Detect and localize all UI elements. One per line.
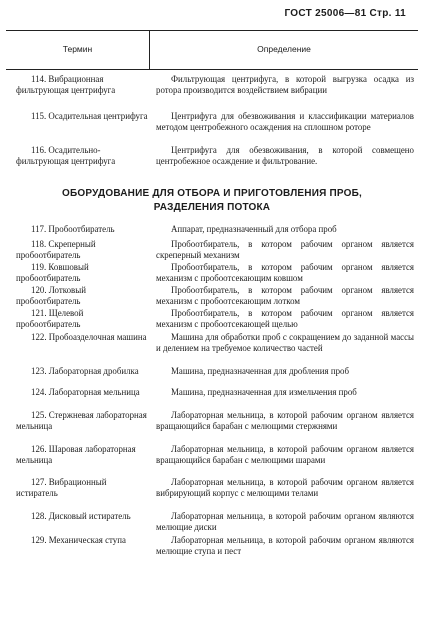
entry-term: 121. Щелевой пробоотбиратель xyxy=(16,308,84,329)
definition-column-header: Определение xyxy=(257,44,311,54)
entry-definition: Аппарат, предназначенный для отбора проб xyxy=(171,224,337,234)
entry-definition: Фильтрующая центрифуга, в которой выгрузка осадка из ротора производится воздействием вибрации xyxy=(156,74,414,95)
entry-definition: Машина, предназначенная для дробления проб xyxy=(171,366,349,376)
entry-definition: Лабораторная мельница, в которой рабочим органом является вибрирующий корпус с мелющими телами xyxy=(156,477,414,498)
entry-definition: Центрифуга для обезвоживания, в которой совмещено центробежное осаждение и фильтрование. xyxy=(156,145,414,166)
entry-term: 125. Стержневая лабораторная мельница xyxy=(16,410,147,431)
entry-term: 115. Осадительная центрифуга xyxy=(31,111,148,121)
page-header: ГОСТ 25006—81 Стр. 11 xyxy=(284,8,406,19)
entry-term: 116. Осадительно-фильтрующая центрифуга xyxy=(16,145,116,166)
entry-term: 114. Вибрационная фильтрующая центрифуга xyxy=(16,74,116,95)
entry-term: 118. Скреперный пробоотбиратель xyxy=(16,239,96,260)
entry-term: 127. Вибрационный истиратель xyxy=(16,477,107,498)
entry-term: 117. Пробоотбиратель xyxy=(31,224,115,234)
table-header xyxy=(6,30,418,70)
entry-definition: Центрифуга для обезвоживания и классификации материалов методом центробежного осаждения на сплошном роторе xyxy=(156,111,414,132)
section-title-line: ОБОРУДОВАНИЕ ДЛЯ ОТБОРА И ПРИГОТОВЛЕНИЯ ПРОБ, xyxy=(62,188,362,199)
entry-term: 129. Механическая ступа xyxy=(31,535,126,545)
entry-term: 128. Дисковый истиратель xyxy=(31,511,131,521)
entry-definition: Лабораторная мельница, в которой рабочим органом является вращающийся барабан с мелющими стержнями xyxy=(156,410,414,431)
entry-term: 124. Лабораторная мельница xyxy=(31,387,140,397)
entry-definition: Машина для обработки проб с сокращением до заданной массы и делением на требуемое количество частей xyxy=(156,332,414,353)
entry-definition: Пробоотбиратель, в котором рабочим органом является механизм с пробоотсекающим ковшом xyxy=(156,262,414,283)
entry-definition: Лабораторная мельница, в которой рабочим органом являются мелющие диски xyxy=(156,511,414,532)
section-title-line: РАЗДЕЛЕНИЯ ПОТОКА xyxy=(153,201,271,213)
entry-definition: Лабораторная мельница, в которой рабочим органом является вращающийся барабан с мелющими шарами xyxy=(156,444,414,465)
entry-definition: Машина, предназначенная для измельчения проб xyxy=(171,387,357,397)
entry-definition: Лабораторная мельница, в которой рабочим органом являются мелющие ступа и пест xyxy=(156,535,414,556)
section-title xyxy=(10,187,414,214)
entry-definition: Пробоотбиратель, в котором рабочим органом является скреперный механизм xyxy=(156,239,414,260)
entry-definition: Пробоотбиратель, в котором рабочим органом является механизм с пробоотсекающей щелью xyxy=(156,308,414,329)
entry-term: 126. Шаровая лабораторная мельница xyxy=(16,444,136,465)
entry-term: 123. Лабораторная дробилка xyxy=(31,366,139,376)
entry-term: 120. Лотковый пробоотбиратель xyxy=(16,285,86,306)
term-column-header: Термин xyxy=(62,44,93,54)
entry-term: 119. Ковшовый пробоотбиратель xyxy=(16,262,89,283)
entry-definition: Пробоотбиратель, в котором рабочим органом является механизм с пробоотсекающим лотком xyxy=(156,285,414,306)
entry-term: 122. Пробоазделочная машина xyxy=(31,332,147,342)
